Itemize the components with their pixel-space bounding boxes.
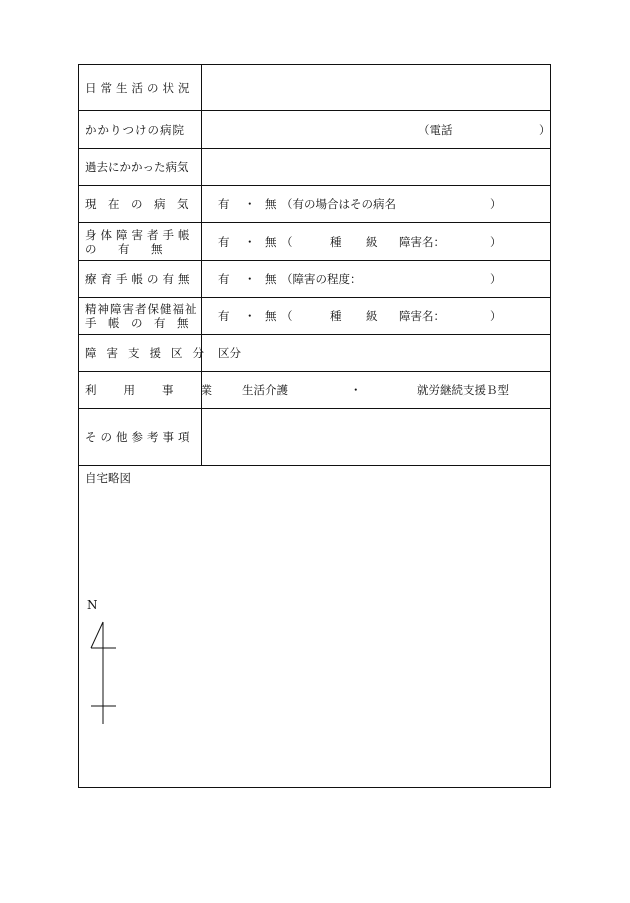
- mental-no[interactable]: 無: [265, 309, 277, 323]
- service-option-employment-b[interactable]: 就労継続支援Ｂ型: [417, 383, 509, 397]
- current-note-open: （有の場合はその病名: [281, 197, 396, 211]
- row-past-illness: [79, 149, 550, 186]
- field-support-category[interactable]: [202, 335, 550, 371]
- current-yes[interactable]: 有: [218, 197, 230, 211]
- home-sketch-area[interactable]: [79, 466, 550, 787]
- label-mental-handbook: 精神障害者保健福祉 手 帳 の 有 無: [79, 298, 202, 334]
- current-note-close: ）: [490, 197, 502, 211]
- physical-no[interactable]: 無: [265, 234, 277, 249]
- field-mental-handbook[interactable]: [202, 298, 550, 334]
- field-other-notes[interactable]: [202, 409, 550, 465]
- row-family-hospital: [79, 111, 550, 149]
- physical-grade: 級: [366, 234, 378, 249]
- row-support-category: [79, 335, 550, 372]
- field-current-illness[interactable]: [202, 186, 550, 222]
- row-mental-handbook: [79, 298, 550, 335]
- mental-dot: ・: [244, 309, 256, 323]
- ryoiku-dot: ・: [244, 272, 256, 286]
- mental-paren-open: （: [281, 309, 293, 323]
- physical-paren-close: ）: [490, 234, 502, 249]
- phone-close: ）: [539, 122, 551, 137]
- field-service-use[interactable]: [202, 372, 550, 408]
- row-current-illness: [79, 186, 550, 223]
- row-other-notes: [79, 409, 550, 466]
- field-daily-life[interactable]: [202, 65, 550, 110]
- label-daily-life: 日常生活の状況: [79, 65, 202, 110]
- field-ryoiku-handbook[interactable]: [202, 261, 550, 297]
- label-service-use: 利用事業: [79, 372, 202, 408]
- current-dot: ・: [244, 197, 256, 211]
- mental-disability: 障害名：: [399, 309, 445, 323]
- label-physical-handbook: 身体障害者手帳 の 有 無: [79, 223, 202, 260]
- field-family-hospital[interactable]: [202, 111, 550, 148]
- north-label: N: [87, 598, 98, 612]
- row-service-use: [79, 372, 550, 409]
- row-physical-handbook: [79, 223, 550, 261]
- mental-yes[interactable]: 有: [218, 309, 230, 323]
- ryoiku-paren-open: （障害の程度：: [281, 272, 362, 286]
- label-past-illness: 過去にかかった病気: [79, 149, 202, 185]
- support-category-value: 区分: [218, 346, 241, 360]
- north-arrow-icon: [89, 616, 119, 726]
- label-current-illness: 現 在 の 病 気: [79, 186, 202, 222]
- home-sketch-label: 自宅略図: [85, 471, 131, 485]
- ryoiku-no[interactable]: 無: [265, 272, 277, 286]
- ryoiku-yes[interactable]: 有: [218, 272, 230, 286]
- label-family-hospital: かかりつけの病院: [79, 111, 202, 148]
- physical-yes[interactable]: 有: [218, 234, 230, 249]
- service-option-daily-care[interactable]: 生活介護: [242, 383, 288, 397]
- mental-kind: 種: [330, 309, 342, 323]
- row-ryoiku-handbook: [79, 261, 550, 298]
- physical-dot: ・: [244, 234, 256, 249]
- row-daily-life: [79, 65, 550, 111]
- label-other-notes: その他参考事項: [79, 409, 202, 465]
- physical-disability: 障害名：: [399, 234, 445, 249]
- physical-kind: 種: [330, 234, 342, 249]
- current-no[interactable]: 無: [265, 197, 277, 211]
- physical-paren-open: （: [281, 234, 293, 249]
- phone-open: （電話: [418, 122, 453, 137]
- info-form: [78, 64, 551, 788]
- service-dot: ・: [350, 383, 362, 397]
- field-past-illness[interactable]: [202, 149, 550, 185]
- label-ryoiku-handbook: 療育手帳の有無: [79, 261, 202, 297]
- mental-grade: 級: [366, 309, 378, 323]
- mental-paren-close: ）: [490, 309, 502, 323]
- label-support-category: 障害支援区分: [79, 335, 202, 371]
- ryoiku-paren-close: ）: [490, 272, 502, 286]
- field-physical-handbook[interactable]: [202, 223, 550, 260]
